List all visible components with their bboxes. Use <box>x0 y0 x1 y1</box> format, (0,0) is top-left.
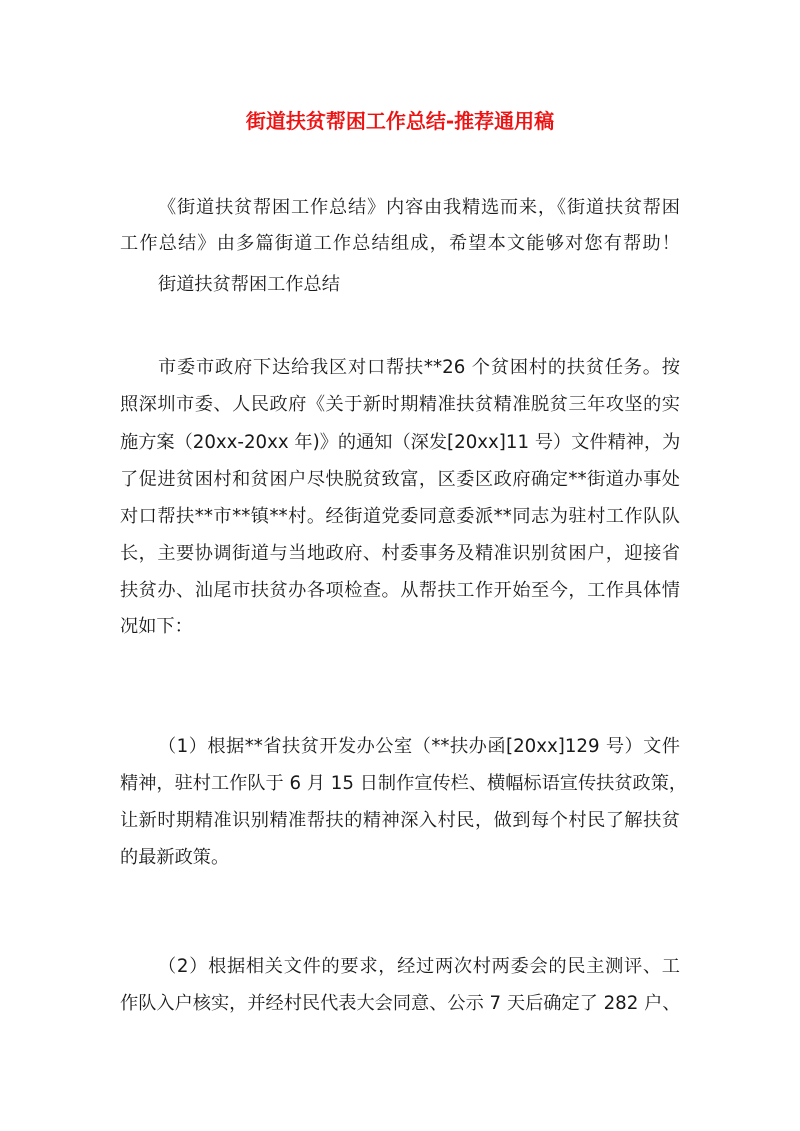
intro-line: 《街道扶贫帮困工作总结》内容由我精选而来，《街道扶贫帮困 <box>158 197 680 218</box>
paragraph-line: 长，主要协调街道与当地政府、村委事务及精准识别贫困户，迎接省 <box>120 543 680 564</box>
paragraph-line: 精神，驻村工作队于 6 月 15 日制作宣传栏、横幅标语宣传扶贫政策， <box>120 773 688 794</box>
paragraph-line: 让新时期精准识别精准帮扶的精神深入村民，做到每个村民了解扶贫 <box>120 810 680 831</box>
paragraph-line: 扶贫办、汕尾市扶贫办各项检查。从帮扶工作开始至今，工作具体情 <box>120 580 680 601</box>
intro-line: 工作总结》由多篇街道工作总结组成，希望本文能够对您有帮助！ <box>120 233 680 254</box>
paragraph-line: 对口帮扶**市**镇**村。经街道党委同意委派**同志为驻村工作队队 <box>120 506 680 527</box>
paragraph-line: 的最新政策。 <box>120 847 230 868</box>
paragraph-line: 况如下： <box>120 616 193 637</box>
paragraph-line: （1）根据**省扶贫开发办公室（**扶办函[20xx]129 号）文件 <box>158 736 680 757</box>
section-subtitle: 街道扶贫帮困工作总结 <box>158 274 340 295</box>
paragraph-line: 施方案（20xx-20xx 年)》的通知（深发[20xx]11 号）文件精神，为 <box>120 432 681 453</box>
paragraph-line: 了促进贫困村和贫困户尽快脱贫致富，区委区政府确定**街道办事处 <box>120 469 680 490</box>
paragraph-line: 照深圳市委、人民政府《关于新时期精准扶贫精准脱贫三年攻坚的实 <box>120 394 680 415</box>
document-title: 街道扶贫帮困工作总结-推荐通用稿 <box>245 109 555 133</box>
paragraph-line: （2）根据相关文件的要求，经过两次村两委会的民主测评、工 <box>158 956 680 977</box>
paragraph-line: 市委市政府下达给我区对口帮扶**26 个贫困村的扶贫任务。按 <box>158 357 680 378</box>
paragraph-line: 作队入户核实，并经村民代表大会同意、公示 7 天后确定了 282 户、 <box>120 993 681 1014</box>
